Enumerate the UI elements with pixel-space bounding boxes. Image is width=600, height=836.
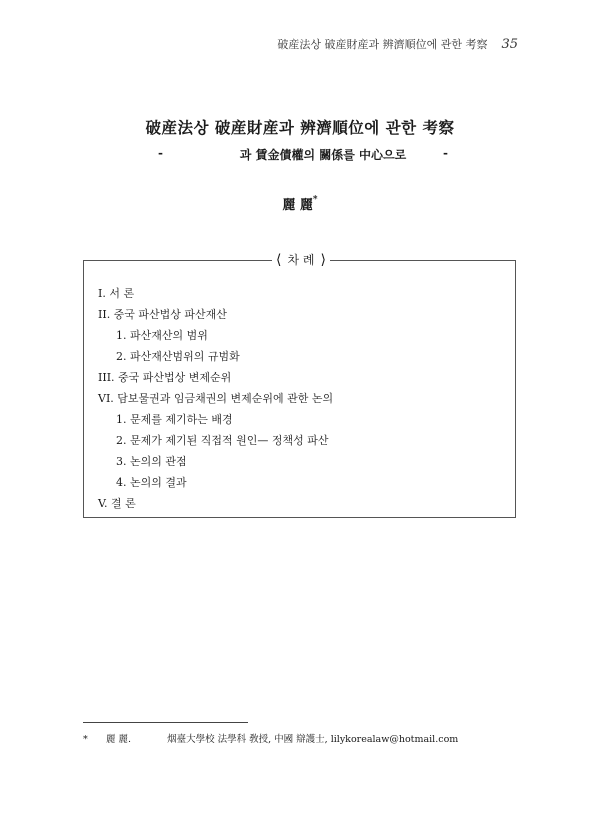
footnote-text: 烟臺大學校 法學科 敎授, 中國 辯護士, lilykorealaw@hotmail.com (167, 734, 459, 745)
subtitle-text: 과 賃金債權의 關係를 中心으로 (239, 148, 407, 162)
toc-item: 4. 논의의 결과 (116, 476, 187, 489)
toc-item: 1. 문제를 제기하는 배경 (116, 413, 233, 426)
toc-item: V. 결 론 (98, 497, 136, 510)
toc-item: 2. 문제가 제기된 직접적 원인— 정책성 파산 (116, 434, 329, 447)
running-title: 破産法상 破産財産과 辨濟順位에 관한 考察 (277, 38, 488, 51)
toc-item: III. 중국 파산법상 변제순위 (98, 371, 232, 384)
subtitle-dash-right: - (443, 146, 448, 160)
running-header (0, 36, 518, 52)
toc-item: II. 중국 파산법상 파산재산 (98, 308, 227, 321)
angle-left-icon: ⟨ (276, 251, 282, 268)
toc-list (98, 283, 333, 514)
angle-right-icon: ⟩ (320, 251, 326, 268)
footnote (83, 731, 458, 745)
footnote-author-name: 麗 麗. (106, 734, 132, 745)
table-of-contents (83, 251, 516, 518)
footnote-divider (83, 722, 248, 723)
author (0, 194, 600, 213)
toc-item: 1. 파산재산의 범위 (116, 329, 208, 342)
author-name: 麗 麗 (282, 198, 313, 213)
toc-heading (272, 251, 330, 268)
toc-item: 2. 파산재산범위의 규범화 (116, 350, 240, 363)
toc-item: VI. 담보물권과 임금채권의 변제순위에 관한 논의 (98, 392, 334, 405)
page-number: 35 (501, 37, 518, 52)
article-title: 破産法상 破産財産과 辨濟順位에 관한 考察 (145, 118, 455, 137)
toc-heading-label: 차 례 (287, 253, 315, 267)
toc-item: 3. 논의의 관점 (116, 455, 187, 468)
footnote-mark: * (83, 734, 88, 745)
subtitle-dash-left: - (158, 146, 163, 160)
toc-item: I. 서 론 (98, 287, 135, 300)
author-footnote-mark: * (312, 194, 318, 205)
article-subtitle (158, 146, 448, 163)
